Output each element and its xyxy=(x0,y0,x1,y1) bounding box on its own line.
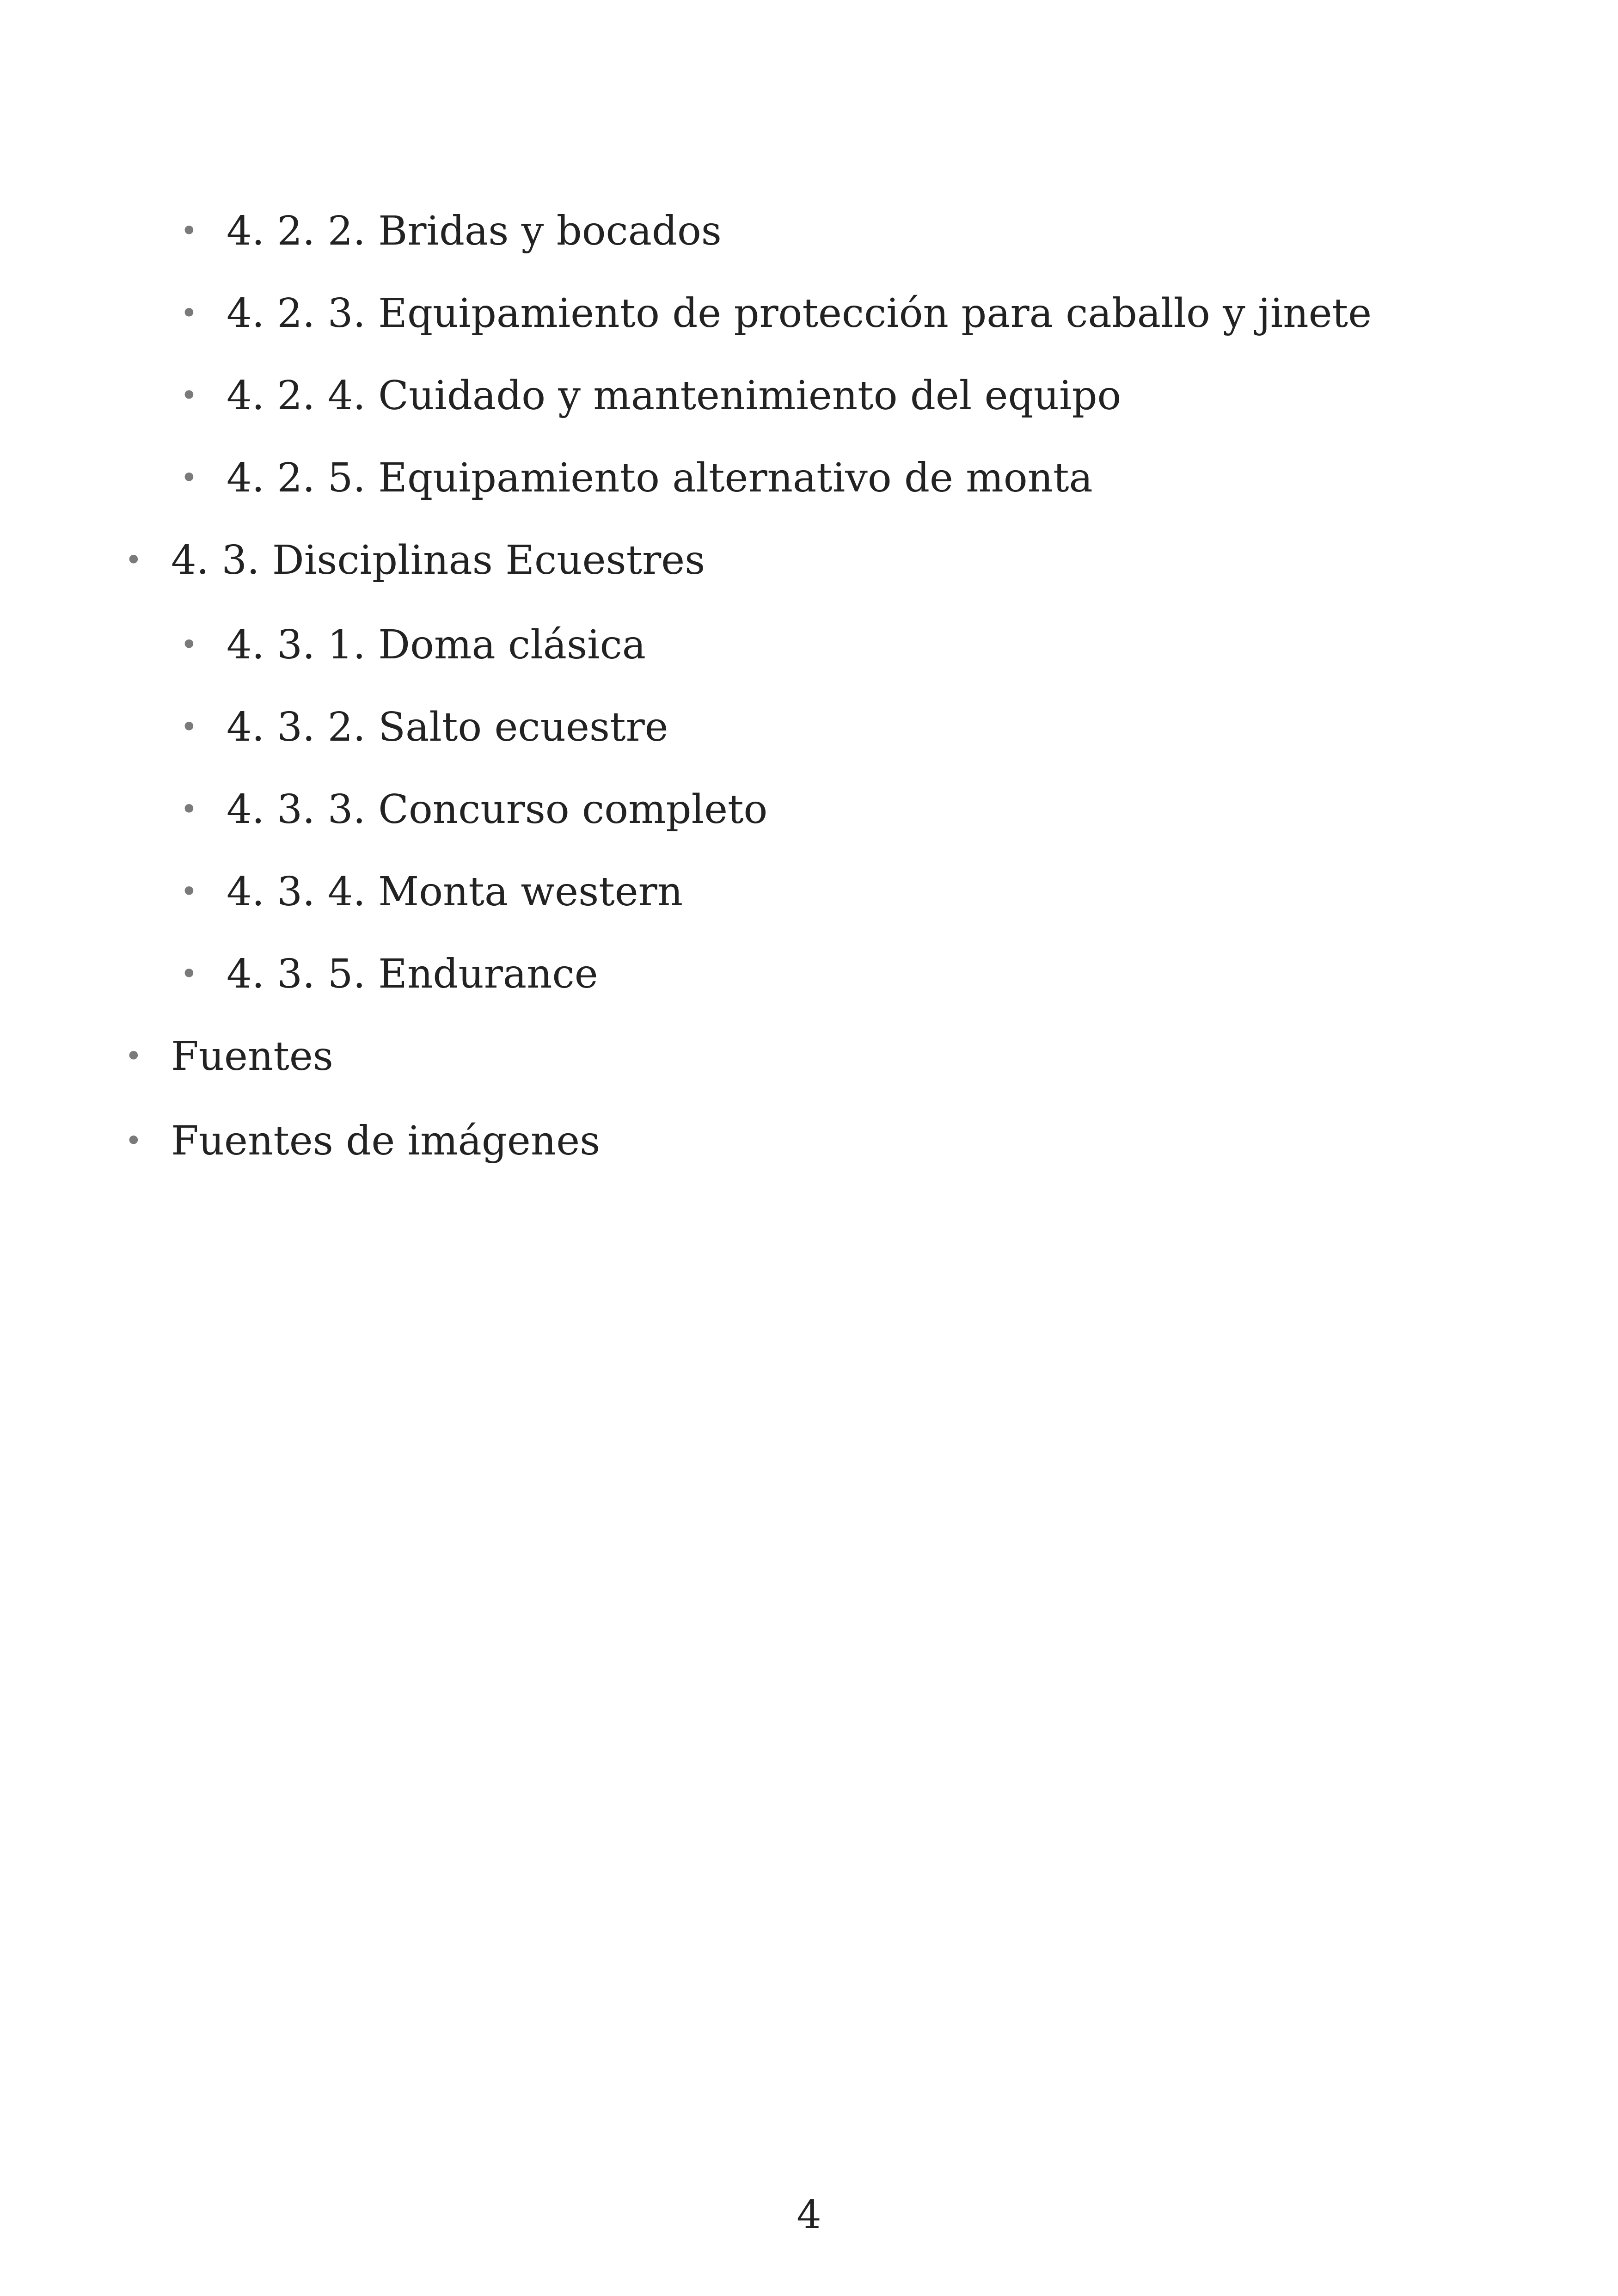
page-number: 4 xyxy=(797,2192,821,2237)
toc-item-label: 4. 3. 3. Concurso completo xyxy=(227,786,768,833)
toc-item-label: 4. 3. 5. Endurance xyxy=(227,951,598,997)
toc-item-label: 4. 3. 1. Doma clásica xyxy=(227,622,646,668)
toc-item-label: Fuentes xyxy=(171,1033,333,1080)
bullet-icon: • xyxy=(125,1039,142,1074)
bullet-icon: • xyxy=(180,710,198,744)
bullet-icon: • xyxy=(180,461,198,495)
bullet-icon: • xyxy=(125,543,142,577)
bullet-icon: • xyxy=(180,792,198,827)
toc-item-label: 4. 3. 4. Monta western xyxy=(227,869,683,915)
bullet-icon: • xyxy=(180,957,198,991)
bullet-icon: • xyxy=(180,628,198,662)
bullet-icon: • xyxy=(180,875,198,909)
bullet-icon: • xyxy=(125,1124,142,1158)
toc-item-label: 4. 3. 2. Salto ecuestre xyxy=(227,704,668,750)
toc-item-label: 4. 2. 3. Equipamiento de protección para caballo y jinete xyxy=(227,290,1372,337)
toc-item-label: 4. 2. 5. Equipamiento alternativo de monta xyxy=(227,455,1093,501)
bullet-icon: • xyxy=(180,296,198,331)
bullet-icon: • xyxy=(180,214,198,248)
toc-item-label: Fuentes de imágenes xyxy=(171,1118,601,1164)
toc-item-label: 4. 3. Disciplinas Ecuestres xyxy=(171,537,705,583)
toc-item-label: 4. 2. 4. Cuidado y mantenimiento del equipo xyxy=(227,373,1122,419)
bullet-icon: • xyxy=(180,379,198,413)
toc-item-label: 4. 2. 2. Bridas y bocados xyxy=(227,208,722,254)
